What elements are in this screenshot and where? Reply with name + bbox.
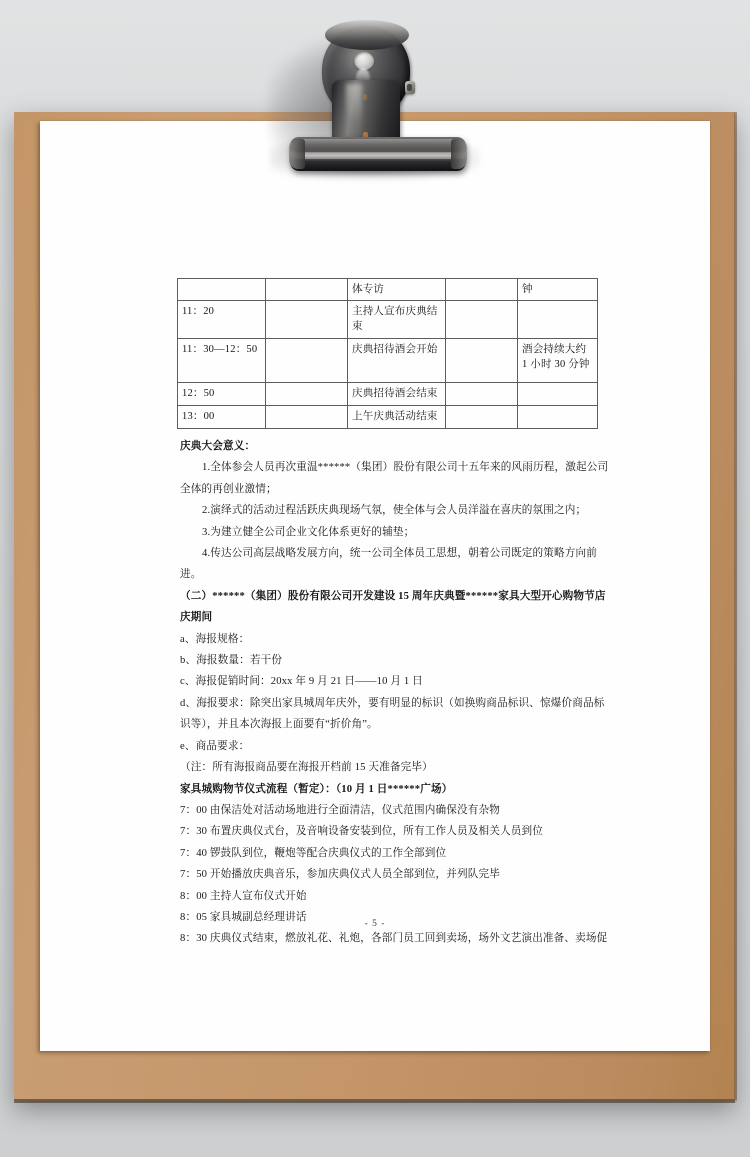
clip-bar-right-cap bbox=[451, 139, 467, 169]
table-cell-time: 11：20 bbox=[178, 301, 266, 338]
paragraph-poster-requirements: d、海报要求：除突出家具城周年庆外，要有明显的标识（如换购商品标识、惊爆价商品标识等），并且本次海报上面要有“折价角”。 bbox=[180, 697, 605, 731]
paragraph-schedule-0730: 7：30 布置庆典仪式台，及音响设备安装到位，所有工作人员及相关人员到位 bbox=[180, 826, 543, 838]
table-cell-blank2 bbox=[266, 279, 348, 301]
paragraph-heading-ceremony-flow: 家具城购物节仪式流程（暂定）：（10 月 1 日******广场） bbox=[180, 783, 453, 795]
table-cell-blank4 bbox=[446, 301, 518, 338]
page-number: - 5 - bbox=[364, 919, 386, 929]
paragraph-schedule-0800: 8：00 主持人宣布仪式开始 bbox=[180, 890, 307, 902]
paragraph-poster-quantity: b、海报数量：若干份 bbox=[180, 655, 283, 667]
paragraph-item-2: 2.演绎式的活动过程活跃庆典现场气氛，使全体与会人员洋溢在喜庆的氛围之内； bbox=[202, 505, 587, 517]
table-cell-blank4 bbox=[446, 382, 518, 405]
table-cell-note: 酒会持续大约 1 小时 30 分钟 bbox=[518, 338, 598, 382]
paragraph-item-1: 1.全体参会人员再次重温******（集团）股份有限公司十五年来的风雨历程，激起公司全体的再创业激情； bbox=[180, 462, 609, 495]
table-row bbox=[178, 279, 598, 301]
table-row bbox=[178, 338, 598, 382]
schedule-table-body bbox=[178, 279, 598, 429]
clipboard-board bbox=[14, 112, 735, 1100]
table-cell-blank2 bbox=[266, 338, 348, 382]
paragraph-item-4: 4.传达公司高层战略发展方向，统一公司全体员工思想，朝着公司既定的策略方向前进。 bbox=[180, 548, 598, 581]
table-cell-blank2 bbox=[266, 405, 348, 428]
paragraph-schedule-0700: 7：00 由保洁处对活动场地进行全面清洁，仪式范围内确保没有杂物 bbox=[180, 804, 500, 816]
paragraph-product-requirements: e、商品要求： bbox=[180, 740, 250, 752]
paragraph-item-3: 3.为建立健全公司企业文化体系更好的辅垫； bbox=[202, 526, 415, 538]
paragraph-note: （注：所有海报商品要在海报开档前 15 天准备完毕） bbox=[180, 762, 433, 774]
table-cell-time bbox=[178, 279, 266, 301]
table-row bbox=[178, 301, 598, 338]
document-page bbox=[40, 121, 710, 1051]
schedule-table bbox=[177, 278, 598, 429]
table-cell-activity: 主持人宣布庆典结束 bbox=[348, 301, 446, 338]
table-cell-note bbox=[518, 301, 598, 338]
table-cell-blank4 bbox=[446, 279, 518, 301]
table-cell-blank2 bbox=[266, 382, 348, 405]
paragraph-schedule-0830: 8：30 庆典仪式结束，燃放礼花、礼炮，各部门员工回到卖场，场外文艺演出准备、卖场促 bbox=[180, 933, 608, 945]
paragraph-poster-time: c、海报促销时间：20xx 年 9 月 21 日——10 月 1 日 bbox=[180, 676, 423, 688]
table-cell-activity: 庆典招待酒会结束 bbox=[348, 382, 446, 405]
table-cell-activity: 上午庆典活动结束 bbox=[348, 405, 446, 428]
table-cell-blank2 bbox=[266, 301, 348, 338]
table-cell-blank4 bbox=[446, 338, 518, 382]
clip-drum-top-rim-icon bbox=[325, 20, 409, 50]
table-row bbox=[178, 405, 598, 428]
clip-reflection-upper bbox=[363, 94, 367, 100]
clip-bar-left-cap bbox=[289, 139, 305, 169]
paragraph-schedule-0805: 8：05 家具城副总经理讲话 bbox=[180, 911, 307, 923]
document-body bbox=[180, 436, 612, 950]
board-right-edge bbox=[734, 112, 737, 1100]
board-bottom-edge bbox=[14, 1099, 735, 1103]
clip-screw-inner bbox=[407, 84, 412, 91]
paragraph-schedule-0740: 7：40 锣鼓队到位，鞭炮等配合庆典仪式的工作全部到位 bbox=[180, 847, 447, 859]
table-cell-time: 11：30—12：50 bbox=[178, 338, 266, 382]
paragraph-poster-spec: a、海报规格： bbox=[180, 633, 250, 645]
paragraph-heading-section-two: （二）******（集团）股份有限公司开发建设 15 周年庆典暨******家具大型开心购物节店庆期间 bbox=[180, 590, 606, 624]
table-row bbox=[178, 382, 598, 405]
paper-sheet bbox=[40, 121, 710, 1051]
paragraph-schedule-0750: 7：50 开始播放庆典音乐，参加庆典仪式人员全部到位，并列队完毕 bbox=[180, 869, 500, 881]
table-cell-time: 12：50 bbox=[178, 382, 266, 405]
table-cell-activity: 体专访 bbox=[348, 279, 446, 301]
clip-bar-top-face bbox=[294, 139, 462, 152]
table-cell-activity: 庆典招待酒会开始 bbox=[348, 338, 446, 382]
table-cell-blank4 bbox=[446, 405, 518, 428]
table-cell-note: 钟 bbox=[518, 279, 598, 301]
clip-bar-stripe bbox=[292, 155, 464, 159]
clipboard-clip[interactable] bbox=[268, 18, 488, 178]
table-cell-note bbox=[518, 382, 598, 405]
table-cell-time: 13：00 bbox=[178, 405, 266, 428]
table-cell-note bbox=[518, 405, 598, 428]
paragraph-heading-meeting-significance: 庆典大会意义： bbox=[180, 441, 256, 452]
